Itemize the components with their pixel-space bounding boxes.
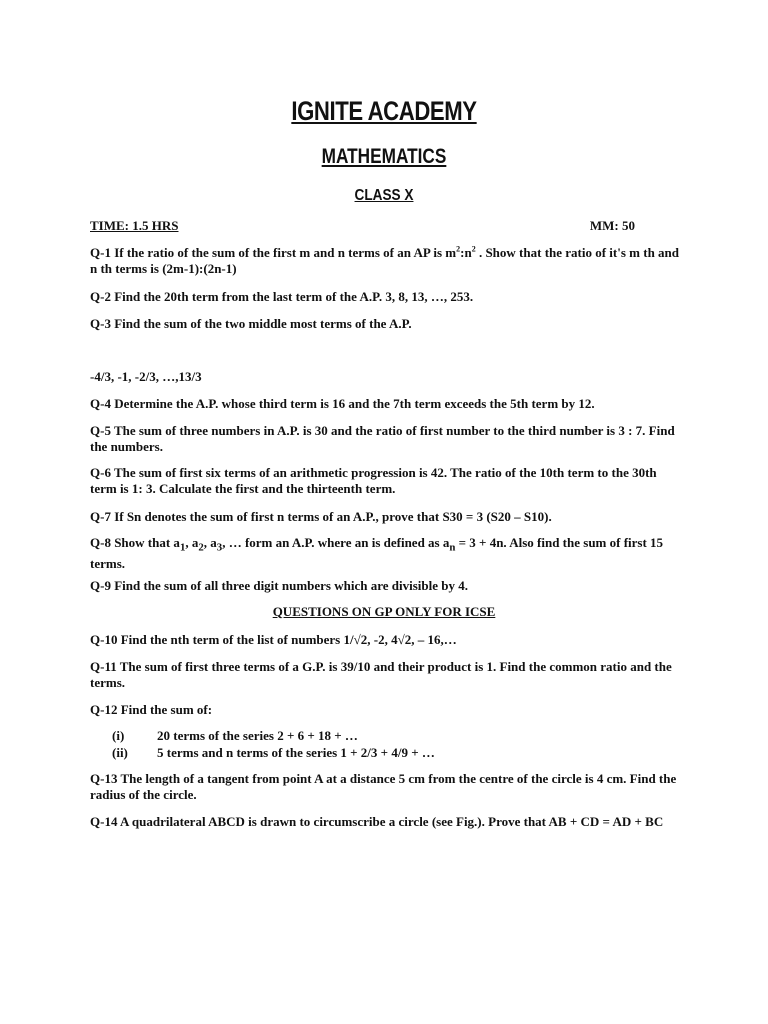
q8-sub-3: 3 xyxy=(216,541,223,554)
q1-text-b: :n xyxy=(460,245,472,260)
q8-text-c: , a xyxy=(203,535,217,550)
q8-text-e: = 3 + 4n. Also find the sum of first 15 terms. xyxy=(90,535,664,571)
question-2: Q-2 Find the 20th term from the last term of the A.P. 3, 8, 13, …, 253. xyxy=(90,289,474,304)
part-ii-text: 5 terms and n terms of the series 1 + 2/3 + 4/9 + … xyxy=(157,745,435,760)
time-label: TIME: 1.5 HRS xyxy=(90,218,179,233)
question-12-part-i xyxy=(112,728,358,744)
question-14: Q-14 A quadrilateral ABCD is drawn to circumscribe a circle (see Fig.). Prove that AB + CD = AD + BC xyxy=(90,814,664,829)
q8-sub-n: n xyxy=(449,541,456,554)
q8-sub-2: 2 xyxy=(198,541,204,554)
question-4: Q-4 Determine the A.P. whose third term is 16 and the 7th term exceeds the 5th term by 12. xyxy=(90,396,595,411)
q8-text-b: , a xyxy=(185,535,199,550)
question-10: Q-10 Find the nth term of the list of numbers 1/√2, -2, 4√2, – 16,… xyxy=(90,632,457,647)
q8-sub-1: 1 xyxy=(179,541,186,554)
question-1 xyxy=(90,245,680,277)
exam-meta xyxy=(90,218,635,234)
q1-sup-1: 2 xyxy=(456,244,461,254)
question-11: Q-11 The sum of first three terms of a G.P. is 39/10 and their product is 1. Find the common ratio and the terms. xyxy=(90,659,672,690)
marks-label: MM: 50 xyxy=(589,218,635,233)
question-12-part-ii xyxy=(112,745,435,761)
school-title: IGNITE ACADEMY xyxy=(291,96,477,126)
part-i-text: 20 terms of the series 2 + 6 + 18 + … xyxy=(157,728,358,743)
question-6: Q-6 The sum of first six terms of an arithmetic progression is 42. The ratio of the 10th term to the 30th term is 1: 3. Calculate the first and the thirteenth term. xyxy=(90,465,657,496)
q1-sup-2: 2 xyxy=(471,244,476,254)
class-title: CLASS X xyxy=(354,187,414,204)
question-9: Q-9 Find the sum of all three digit numbers which are divisible by 4. xyxy=(90,578,468,593)
gp-section-heading: QUESTIONS ON GP ONLY FOR ICSE xyxy=(272,604,496,619)
q1-text-c: . Show that the ratio of it's m th and n th terms is (2m-1):(2n-1) xyxy=(90,245,680,276)
question-7: Q-7 If Sn denotes the sum of first n terms of an A.P., prove that S30 = 3 (S20 – S10). xyxy=(90,509,552,524)
q1-text-a: Q-1 If the ratio of the sum of the first m and n terms of an AP is m xyxy=(90,245,457,260)
question-13: Q-13 The length of a tangent from point A at a distance 5 cm from the centre of the circle is 4 cm. Find the radius of the circle. xyxy=(90,771,677,802)
subject-title: MATHEMATICS xyxy=(321,145,447,168)
q8-text-d: , … form an A.P. where an is defined as a xyxy=(222,535,450,550)
q8-text-a: Q-8 Show that a xyxy=(90,535,180,550)
question-12: Q-12 Find the sum of: xyxy=(90,702,213,717)
question-8 xyxy=(90,535,680,572)
question-3-series: -4/3, -1, -2/3, …,13/3 xyxy=(90,369,202,384)
question-5: Q-5 The sum of three numbers in A.P. is 30 and the ratio of first number to the third number is 3 : 7. Find the numbers. xyxy=(90,423,675,454)
part-i-number: (i) xyxy=(112,728,125,743)
part-ii-number: (ii) xyxy=(112,745,128,760)
question-3: Q-3 Find the sum of the two middle most terms of the A.P. xyxy=(90,316,412,331)
